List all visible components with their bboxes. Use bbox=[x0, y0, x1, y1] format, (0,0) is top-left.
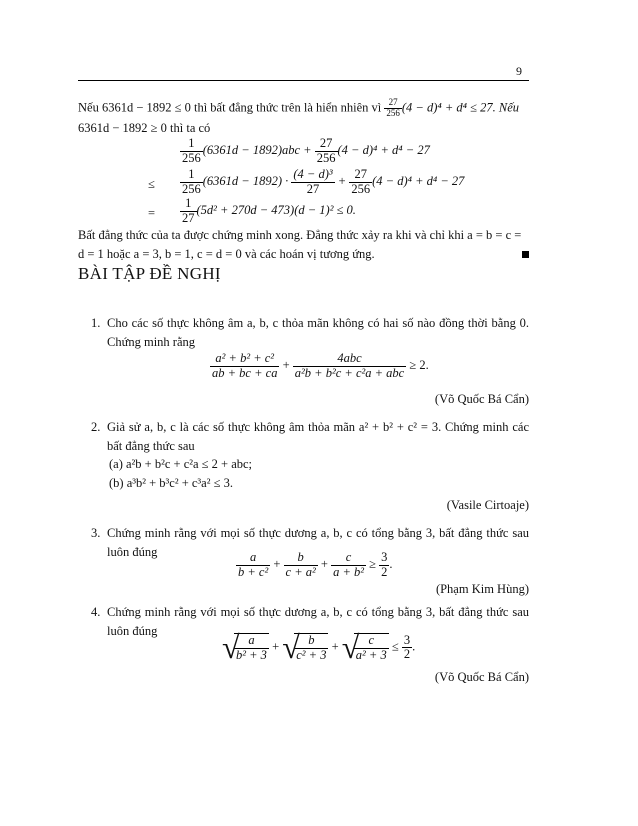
square-root bbox=[341, 629, 389, 665]
exercise-4-formula: √ $\frac{a}{\text{b² + 3}}$ + √ $\frac{b}{\text{c² + 3}}$ + √ $\frac{c}{\text{a² + 3}}$ ≤ $\frac{3}{2}$ . bbox=[222, 629, 416, 665]
exercise-text: Cho các số thực không âm a, b, c thỏa mãn không có hai số nào đồng thời bằng 0. Chứng minh rằng bbox=[107, 316, 529, 349]
exercise-1-credit: (Võ Quốc Bá Cẩn) bbox=[434, 392, 529, 406]
fraction: $\frac{1}{256}$ bbox=[182, 136, 201, 165]
exercise-2 bbox=[91, 418, 529, 456]
intro-text-a: Nếu 6361d − 1892 ≤ 0 thì bất đẳng thức trên là hiển nhiên vì bbox=[78, 100, 382, 115]
relation-le: ≤ bbox=[148, 177, 155, 191]
exercise-3-formula: $\frac{a}{\text{b + c²}}$ + $\frac{b}{\text{c + a²}}$ + $\frac{c}{\text{a + b²}}$ ≥ $\frac{3}{2}$ . bbox=[238, 550, 393, 579]
relation-eq: = bbox=[148, 206, 156, 220]
exercise-4-credit: (Võ Quốc Bá Cẩn) bbox=[434, 670, 529, 684]
conclusion-line-1: Bất đẳng thức của ta được chứng minh xong. Đẳng thức xảy ra khi và chỉ khi a = b = c = bbox=[78, 228, 522, 242]
intro-line-1 bbox=[78, 98, 529, 119]
conclusion-paragraph bbox=[78, 226, 529, 264]
fraction: $\frac{b}{\text{c + a²}}$ bbox=[285, 550, 316, 579]
fraction: $\frac{b}{\text{c² + 3}}$ bbox=[296, 633, 327, 662]
exercise-text: Giả sử a, b, c là các số thực không âm thỏa mãn a² + b² + c² = 3. Chứng minh các bất đẳng thức sau bbox=[107, 420, 529, 453]
square-root bbox=[282, 629, 328, 665]
conclusion-line-2: d = 1 hoặc a = 3, b = 1, c = d = 0 và các hoán vị tương ứng. bbox=[78, 247, 375, 261]
fraction: $\frac{3}{2}$ bbox=[381, 550, 388, 579]
exercise-1-formula: $\frac{\text{a² + b² + c²}}{ab + bc + ca}$ + $\frac{\text{4abc}}{\text{a²b + b²c + c²a + abc}}$ ≥ 2. bbox=[212, 351, 429, 380]
intro-text-b: (4 − d)⁴ + d⁴ ≤ 27. Nếu bbox=[401, 100, 520, 115]
derivation-row-2: $\frac{1}{256}$ (6361d − 1892) · $\frac{\text{(4 − d)³}}{27}$ + $\frac{27}{256}$ (4 − d)⁴ + d⁴ − 27 bbox=[182, 167, 465, 196]
exercise-text: Chứng minh rằng với mọi số thực dương a, b, c có tổng bằng 3, bất đẳng thức sau luôn đúng bbox=[107, 526, 529, 559]
exercise-number: 2. bbox=[91, 420, 101, 434]
exercise-number: 1. bbox=[91, 316, 101, 330]
qed-square-icon bbox=[522, 251, 529, 258]
intro-paragraph bbox=[78, 98, 529, 138]
radical-icon: √ bbox=[222, 629, 240, 665]
derivation-row-1: $\frac{1}{256}$ (6361d − 1892)abc + $\frac{27}{256}$ (4 − d)⁴ + d⁴ − 27 bbox=[182, 136, 430, 165]
radical-icon: √ bbox=[341, 629, 360, 665]
intro-fraction: $\frac{27}{256}$ bbox=[386, 97, 400, 118]
radical-icon: √ bbox=[282, 629, 300, 665]
exercise-text: Chứng minh rằng với mọi số thực dương a, b, c có tổng bằng 3, bất đẳng thức sau luôn đúng bbox=[107, 605, 529, 638]
fraction: $\frac{c}{\text{a² + 3}}$ bbox=[355, 633, 387, 662]
page-number: 9 bbox=[516, 64, 522, 78]
square-root bbox=[222, 629, 269, 665]
fraction: $\frac{a}{\text{b + c²}}$ bbox=[238, 550, 269, 579]
exercise-1 bbox=[91, 314, 529, 352]
fraction: $\frac{3}{2}$ bbox=[403, 632, 411, 662]
fraction: $\frac{c}{\text{a + b²}}$ bbox=[333, 550, 365, 579]
intro-line-2: 6361d − 1892 ≥ 0 thì ta có bbox=[78, 120, 211, 135]
exercise-2-credit: (Vasile Cirtoaje) bbox=[446, 498, 529, 512]
fraction: $\frac{27}{256}$ bbox=[351, 167, 371, 196]
fraction: $\frac{a}{\text{b² + 3}}$ bbox=[236, 633, 267, 662]
fraction: $\frac{1}{256}$ bbox=[182, 167, 201, 196]
fraction: $\frac{\text{4abc}}{\text{a²b + b²c + c²a + abc}}$ bbox=[294, 351, 405, 380]
exercise-2-part-b: (b) a³b² + b³c² + c³a² ≤ 3. bbox=[109, 476, 233, 490]
section-title: BÀI TẬP ĐỀ NGHỊ bbox=[78, 264, 221, 283]
fraction: $\frac{\text{a² + b² + c²}}{ab + bc + ca}$ bbox=[212, 351, 278, 380]
derivation-row-3: $\frac{1}{27}$ (5d² + 270d − 473)(d − 1)² ≤ 0. bbox=[182, 196, 356, 225]
exercise-number: 4. bbox=[91, 605, 101, 619]
fraction: $\frac{27}{256}$ bbox=[316, 136, 336, 165]
fraction: $\frac{\text{(4 − d)³}}{27}$ bbox=[293, 167, 333, 196]
header-rule bbox=[78, 80, 529, 81]
exercise-number: 3. bbox=[91, 526, 101, 540]
fraction: $\frac{1}{27}$ bbox=[182, 196, 195, 225]
exercise-2-part-a: (a) a²b + b²c + c²a ≤ 2 + abc; bbox=[109, 457, 253, 471]
exercise-3-credit: (Phạm Kim Hùng) bbox=[435, 582, 529, 596]
